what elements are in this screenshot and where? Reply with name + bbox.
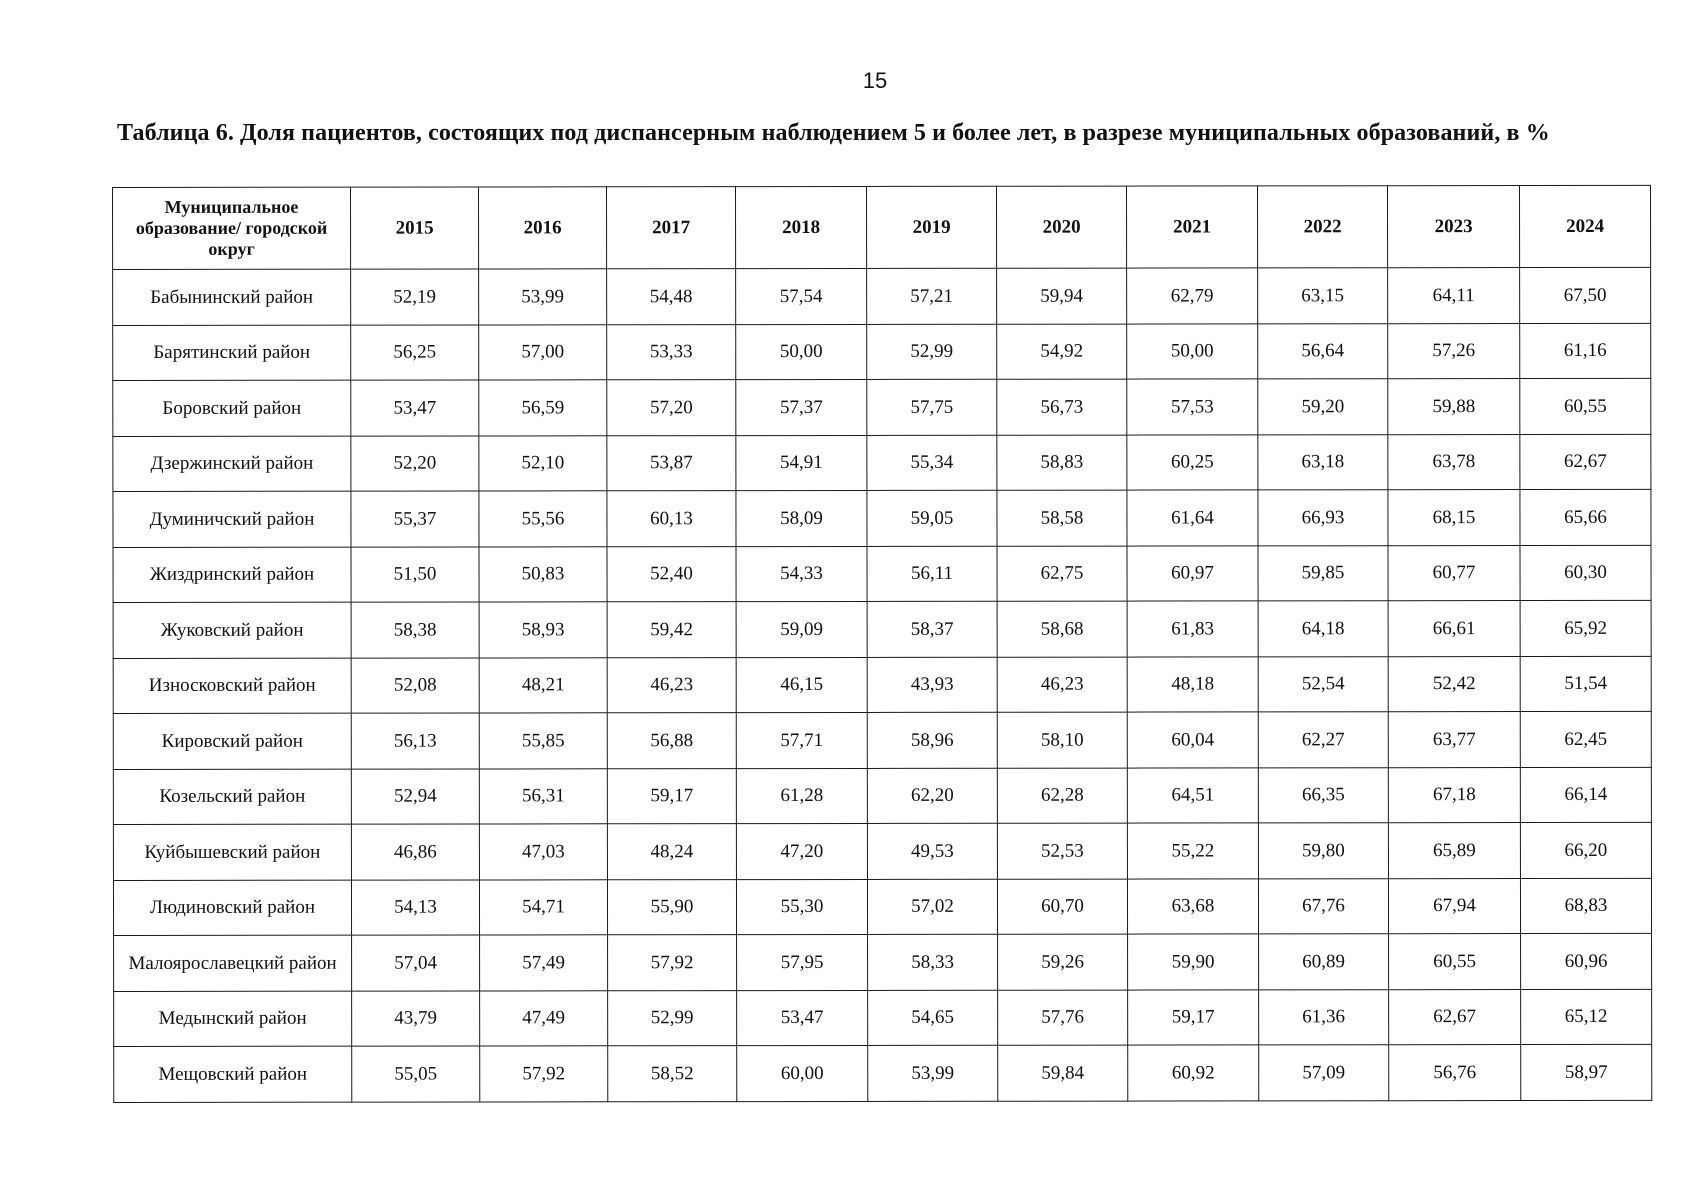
column-header-year: 2019 <box>866 186 996 268</box>
value-cell: 62,28 <box>997 768 1127 824</box>
value-cell: 48,24 <box>607 824 736 880</box>
table-row <box>114 989 1652 1047</box>
value-cell: 56,64 <box>1258 323 1388 379</box>
value-cell: 58,09 <box>736 490 867 546</box>
table-row <box>113 600 1651 658</box>
column-header-year: 2015 <box>351 187 479 269</box>
value-cell: 57,09 <box>1259 1045 1389 1101</box>
value-cell: 59,84 <box>998 1045 1128 1101</box>
value-cell: 52,40 <box>607 546 736 602</box>
column-header-year: 2018 <box>736 186 867 268</box>
value-cell: 43,79 <box>352 990 480 1046</box>
value-cell: 62,20 <box>867 768 997 824</box>
value-cell: 59,90 <box>1128 934 1259 990</box>
value-cell: 66,20 <box>1520 822 1651 878</box>
value-cell: 59,09 <box>736 601 867 657</box>
value-cell: 54,13 <box>351 879 479 935</box>
value-cell: 61,83 <box>1127 601 1258 657</box>
value-cell: 68,15 <box>1388 490 1520 546</box>
column-header-year: 2021 <box>1126 186 1257 268</box>
column-header-year: 2020 <box>996 186 1126 268</box>
table-row <box>113 323 1651 381</box>
table-body <box>113 267 1652 1102</box>
value-cell: 60,89 <box>1259 934 1389 990</box>
value-cell: 67,76 <box>1258 878 1388 934</box>
value-cell: 67,50 <box>1520 267 1651 323</box>
municipality-name-cell: Бабынинский район <box>113 269 351 325</box>
value-cell: 56,59 <box>479 380 607 436</box>
data-table <box>112 185 1652 1103</box>
value-cell: 57,26 <box>1388 323 1520 379</box>
value-cell: 60,77 <box>1388 545 1520 601</box>
value-cell: 60,13 <box>607 491 736 547</box>
value-cell: 55,56 <box>479 491 607 547</box>
value-cell: 46,23 <box>607 657 736 713</box>
column-header-year: 2022 <box>1257 186 1387 268</box>
column-header-year: 2017 <box>607 187 736 269</box>
value-cell: 66,14 <box>1520 767 1651 823</box>
value-cell: 63,68 <box>1127 878 1258 934</box>
table-row <box>113 878 1651 936</box>
municipality-name-cell: Козельский район <box>113 769 351 825</box>
value-cell: 59,20 <box>1258 379 1388 435</box>
data-table-container <box>112 185 1651 1103</box>
value-cell: 50,00 <box>736 324 867 380</box>
page-number: 15 <box>862 68 888 93</box>
value-cell: 52,19 <box>351 269 479 325</box>
value-cell: 55,30 <box>736 879 867 935</box>
value-cell: 54,48 <box>607 269 736 325</box>
value-cell: 63,78 <box>1388 434 1520 490</box>
column-header-municipality: Муниципальное образование/ городской округ <box>113 187 351 269</box>
value-cell: 52,08 <box>351 657 479 713</box>
value-cell: 47,03 <box>479 824 607 880</box>
value-cell: 53,99 <box>479 269 607 325</box>
value-cell: 63,77 <box>1388 712 1520 768</box>
value-cell: 57,37 <box>736 379 867 435</box>
value-cell: 60,30 <box>1520 545 1651 601</box>
value-cell: 53,87 <box>607 435 736 491</box>
value-cell: 52,20 <box>351 435 479 491</box>
value-cell: 60,92 <box>1128 1045 1259 1101</box>
value-cell: 57,54 <box>736 268 867 324</box>
value-cell: 59,80 <box>1258 823 1388 879</box>
value-cell: 59,42 <box>607 602 736 658</box>
value-cell: 63,18 <box>1258 434 1388 490</box>
value-cell: 59,17 <box>1128 989 1259 1045</box>
value-cell: 53,33 <box>607 324 736 380</box>
table-row <box>113 656 1651 714</box>
value-cell: 61,28 <box>736 768 867 824</box>
value-cell: 51,50 <box>351 546 479 602</box>
value-cell: 58,96 <box>867 712 997 768</box>
value-cell: 57,92 <box>608 935 737 991</box>
table-row <box>113 545 1651 603</box>
table-row <box>113 822 1651 880</box>
table-row <box>113 489 1651 547</box>
value-cell: 66,61 <box>1388 601 1520 657</box>
value-cell: 43,93 <box>867 657 997 713</box>
municipality-name-cell: Боровский район <box>113 380 351 436</box>
value-cell: 55,22 <box>1127 823 1258 879</box>
value-cell: 59,88 <box>1388 379 1520 435</box>
value-cell: 46,15 <box>736 657 867 713</box>
value-cell: 59,94 <box>997 268 1127 324</box>
value-cell: 56,88 <box>607 713 736 769</box>
value-cell: 54,33 <box>736 546 867 602</box>
value-cell: 58,10 <box>997 712 1127 768</box>
value-cell: 46,23 <box>997 657 1127 713</box>
value-cell: 46,86 <box>351 824 479 880</box>
value-cell: 62,27 <box>1258 712 1388 768</box>
value-cell: 62,79 <box>1127 268 1258 324</box>
value-cell: 57,76 <box>998 990 1128 1046</box>
value-cell: 56,76 <box>1389 1045 1521 1101</box>
table-row <box>113 267 1651 325</box>
value-cell: 58,37 <box>867 601 997 657</box>
municipality-name-cell: Жиздринский район <box>113 547 351 603</box>
municipality-name-cell: Медынский район <box>114 991 352 1047</box>
value-cell: 57,04 <box>352 935 480 991</box>
table-row <box>114 933 1652 991</box>
column-header-year: 2023 <box>1387 186 1519 268</box>
value-cell: 52,10 <box>479 435 607 491</box>
value-cell: 58,83 <box>997 435 1127 491</box>
value-cell: 56,73 <box>997 379 1127 435</box>
table-row <box>113 767 1651 825</box>
value-cell: 55,85 <box>479 713 607 769</box>
value-cell: 65,12 <box>1521 989 1652 1045</box>
value-cell: 56,31 <box>479 768 607 824</box>
municipality-name-cell: Людиновский район <box>113 880 351 936</box>
value-cell: 58,33 <box>868 934 998 990</box>
table-row <box>113 434 1651 492</box>
value-cell: 65,66 <box>1520 489 1651 545</box>
value-cell: 53,47 <box>351 380 479 436</box>
value-cell: 67,94 <box>1388 878 1520 934</box>
value-cell: 47,49 <box>480 990 608 1046</box>
value-cell: 50,00 <box>1127 323 1258 379</box>
value-cell: 61,64 <box>1127 490 1258 546</box>
table-row <box>113 378 1651 436</box>
value-cell: 56,13 <box>351 713 479 769</box>
value-cell: 62,75 <box>997 546 1127 602</box>
value-cell: 64,18 <box>1258 601 1388 657</box>
value-cell: 52,53 <box>997 823 1127 879</box>
value-cell: 65,92 <box>1520 600 1651 656</box>
value-cell: 55,90 <box>607 879 736 935</box>
value-cell: 59,26 <box>998 934 1128 990</box>
municipality-name-cell: Куйбышевский район <box>113 824 351 880</box>
value-cell: 60,70 <box>997 879 1127 935</box>
value-cell: 62,67 <box>1520 434 1651 490</box>
value-cell: 54,65 <box>868 990 998 1046</box>
municipality-name-cell: Барятинский район <box>113 325 351 381</box>
municipality-name-cell: Износковский район <box>113 658 351 714</box>
value-cell: 62,45 <box>1520 711 1651 767</box>
value-cell: 47,20 <box>736 823 867 879</box>
value-cell: 60,96 <box>1521 933 1652 989</box>
municipality-name-cell: Мещовский район <box>114 1046 352 1102</box>
value-cell: 49,53 <box>867 823 997 879</box>
municipality-name-cell: Кировский район <box>113 713 351 769</box>
value-cell: 58,97 <box>1521 1044 1652 1100</box>
value-cell: 60,25 <box>1127 434 1258 490</box>
value-cell: 53,47 <box>737 990 868 1046</box>
value-cell: 56,25 <box>351 324 479 380</box>
value-cell: 53,99 <box>868 1045 998 1101</box>
value-cell: 58,52 <box>608 1046 737 1102</box>
table-row <box>114 1044 1652 1102</box>
value-cell: 54,91 <box>736 435 867 491</box>
table-row <box>113 711 1651 769</box>
value-cell: 59,17 <box>607 768 736 824</box>
value-cell: 57,20 <box>607 380 736 436</box>
column-header-year: 2016 <box>479 187 607 269</box>
value-cell: 52,94 <box>351 768 479 824</box>
value-cell: 57,49 <box>480 935 608 991</box>
value-cell: 60,55 <box>1389 934 1521 990</box>
value-cell: 58,93 <box>479 602 607 658</box>
value-cell: 64,51 <box>1127 767 1258 823</box>
value-cell: 54,71 <box>479 879 607 935</box>
value-cell: 67,18 <box>1388 767 1520 823</box>
value-cell: 54,92 <box>997 324 1127 380</box>
value-cell: 60,04 <box>1127 712 1258 768</box>
value-cell: 52,42 <box>1388 656 1520 712</box>
value-cell: 66,93 <box>1258 490 1388 546</box>
table-header-row <box>113 185 1651 269</box>
value-cell: 57,53 <box>1127 379 1258 435</box>
value-cell: 64,11 <box>1388 268 1520 324</box>
value-cell: 48,21 <box>479 657 607 713</box>
value-cell: 52,99 <box>608 990 737 1046</box>
municipality-name-cell: Малоярославецкий район <box>114 935 352 991</box>
value-cell: 66,35 <box>1258 767 1388 823</box>
value-cell: 57,75 <box>867 379 997 435</box>
value-cell: 58,38 <box>351 602 479 658</box>
value-cell: 55,37 <box>351 491 479 547</box>
value-cell: 57,00 <box>479 324 607 380</box>
column-header-year: 2024 <box>1519 185 1650 267</box>
value-cell: 63,15 <box>1258 268 1388 324</box>
value-cell: 48,18 <box>1127 656 1258 712</box>
table-title: Таблица 6. Доля пациентов, состоящих под диспансерным наблюдением 5 и более лет, в разрезе муниципальных образований, в % <box>117 120 1550 146</box>
municipality-name-cell: Дзержинский район <box>113 436 351 492</box>
value-cell: 68,83 <box>1520 878 1651 934</box>
value-cell: 55,05 <box>352 1046 480 1102</box>
value-cell: 57,71 <box>736 712 867 768</box>
value-cell: 60,00 <box>737 1045 868 1101</box>
value-cell: 51,54 <box>1520 656 1651 712</box>
value-cell: 61,36 <box>1259 989 1389 1045</box>
value-cell: 57,02 <box>867 879 997 935</box>
value-cell: 58,68 <box>997 601 1127 657</box>
value-cell: 57,95 <box>737 934 868 990</box>
municipality-name-cell: Думиничский район <box>113 491 351 547</box>
value-cell: 62,67 <box>1389 989 1521 1045</box>
municipality-name-cell: Жуковский район <box>113 602 351 658</box>
value-cell: 57,92 <box>480 1046 608 1102</box>
value-cell: 52,99 <box>867 324 997 380</box>
value-cell: 65,89 <box>1388 823 1520 879</box>
value-cell: 52,54 <box>1258 656 1388 712</box>
value-cell: 55,34 <box>867 435 997 491</box>
value-cell: 56,11 <box>867 546 997 602</box>
value-cell: 59,85 <box>1258 545 1388 601</box>
value-cell: 50,83 <box>479 546 607 602</box>
value-cell: 61,16 <box>1520 323 1651 379</box>
value-cell: 59,05 <box>867 490 997 546</box>
value-cell: 57,21 <box>867 268 997 324</box>
value-cell: 60,97 <box>1127 545 1258 601</box>
value-cell: 58,58 <box>997 490 1127 546</box>
value-cell: 60,55 <box>1520 378 1651 434</box>
